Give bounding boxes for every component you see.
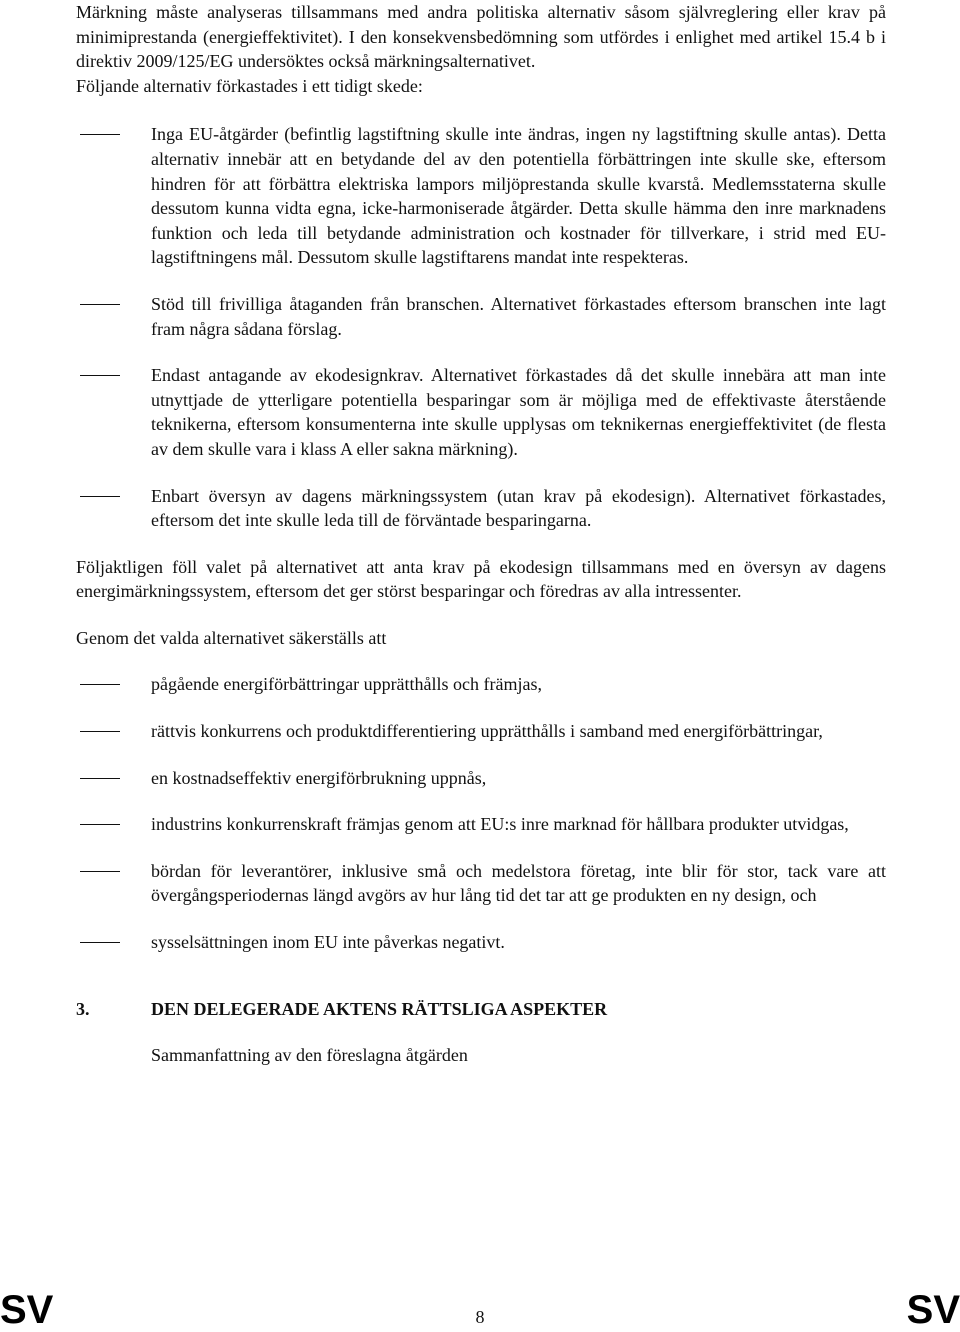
page-number: 8 xyxy=(475,1307,485,1327)
footer-language-right: SV xyxy=(906,1288,960,1332)
list-item xyxy=(76,812,886,837)
dash-bullet-icon xyxy=(80,824,120,825)
list-item xyxy=(76,484,886,533)
list-item-text: Inga EU-åtgärder (befintlig lagstiftning skulle inte ändras, ingen ny lagstiftning skulle antas). Detta alternativ innebär att en betydande del av den potentiella förbättringen inte skulle ske, eftersom hindren för att förbättra elektriska lampors miljöprestanda skulle kvarstå. Medlemsstaterna skulle dessutom kunna vidta egna, icke-harmoniserade åtgärder. Detta skulle hämma den inre marknadens funktion och leda till betydande administration och kostnader för tillverkare, i strid med EU-lagstiftningens mål. Dessutom skulle lagstiftarens mandat inte respekteras. xyxy=(151,124,886,268)
list-item-text: en kostnadseffektiv energiförbrukning uppnås, xyxy=(151,767,487,788)
ensures-intro: Genom det valda alternativet säkerställs att xyxy=(76,627,387,648)
list-item xyxy=(76,363,886,461)
rejected-options-list xyxy=(76,122,886,532)
dash-bullet-icon xyxy=(80,304,120,305)
list-item-text: rättvis konkurrens och produktdifferentiering upprätthålls i samband med energiförbättringar, xyxy=(151,721,823,742)
list-item xyxy=(76,766,886,791)
list-item xyxy=(76,719,886,744)
list-item-text: sysselsättningen inom EU inte påverkas negativt. xyxy=(151,932,505,953)
dash-bullet-icon xyxy=(80,496,120,497)
section-heading xyxy=(76,997,886,1022)
section-title: DEN DELEGERADE AKTENS RÄTTSLIGA ASPEKTER xyxy=(151,998,608,1019)
dash-bullet-icon xyxy=(80,684,120,685)
list-item xyxy=(76,930,886,955)
dash-bullet-icon xyxy=(80,731,120,732)
ensures-list xyxy=(76,672,886,954)
dash-bullet-icon xyxy=(80,871,120,872)
dash-bullet-icon xyxy=(80,778,120,779)
section-subtitle: Sammanfattning av den föreslagna åtgärden xyxy=(151,1045,468,1066)
list-item-text: Enbart översyn av dagens märkningssystem (utan krav på ekodesign). Alternativet förkastades, eftersom det inte skulle leda till de förväntade besparingarna. xyxy=(151,485,886,531)
list-item xyxy=(76,292,886,341)
document-page xyxy=(76,0,886,1068)
conclusion-paragraph: Följaktligen föll valet på alternativet att anta krav på ekodesign tillsammans med en översyn av dagens energimärkningssystem, eftersom det ger störst besparingar och föredras av alla intressenter. xyxy=(76,556,886,602)
list-item-text: pågående energiförbättringar upprätthålls och främjas, xyxy=(151,674,543,695)
rejected-options-intro: Följande alternativ förkastades i ett tidigt skede: xyxy=(76,75,423,96)
list-item xyxy=(76,122,886,270)
list-item xyxy=(76,859,886,908)
dash-bullet-icon xyxy=(80,134,120,135)
list-item-text: industrins konkurrenskraft främjas genom att EU:s inre marknad för hållbara produkter utvidgas, xyxy=(151,814,849,835)
dash-bullet-icon xyxy=(80,942,120,943)
intro-paragraph: Märkning måste analyseras tillsammans med andra politiska alternativ såsom självreglering eller krav på minimiprestanda (energieffektivitet). I den konsekvensbedömning som utfördes i enlighet med artikel 15.4 b i direktiv 2009/125/EG undersöktes också märkningsalternativet. xyxy=(76,2,886,72)
list-item-text: bördan för leverantörer, inklusive små och medelstora företag, inte blir för stor, tack vare att övergångsperiodernas längd avgörs av hur lång tid det tar att ge produkten en ny design, och xyxy=(151,860,886,906)
list-item-text: Endast antagande av ekodesignkrav. Alternativet förkastades då det skulle innebära att man inte utnyttjade de ytterligare potentiella besparingar som är möjliga med de effektivaste återstående teknikerna, eftersom konsumenterna inte skulle upplysas om teknikernas energieffektivitet (de flesta av dem skulle vara i klass A eller sakna märkning). xyxy=(151,365,886,459)
list-item-text: Stöd till frivilliga åtaganden från branschen. Alternativet förkastades eftersom branschen inte lagt fram några sådana förslag. xyxy=(151,293,886,339)
footer-language-left: SV xyxy=(0,1288,54,1332)
section-number: 3. xyxy=(76,998,90,1019)
dash-bullet-icon xyxy=(80,375,120,376)
list-item xyxy=(76,672,886,697)
